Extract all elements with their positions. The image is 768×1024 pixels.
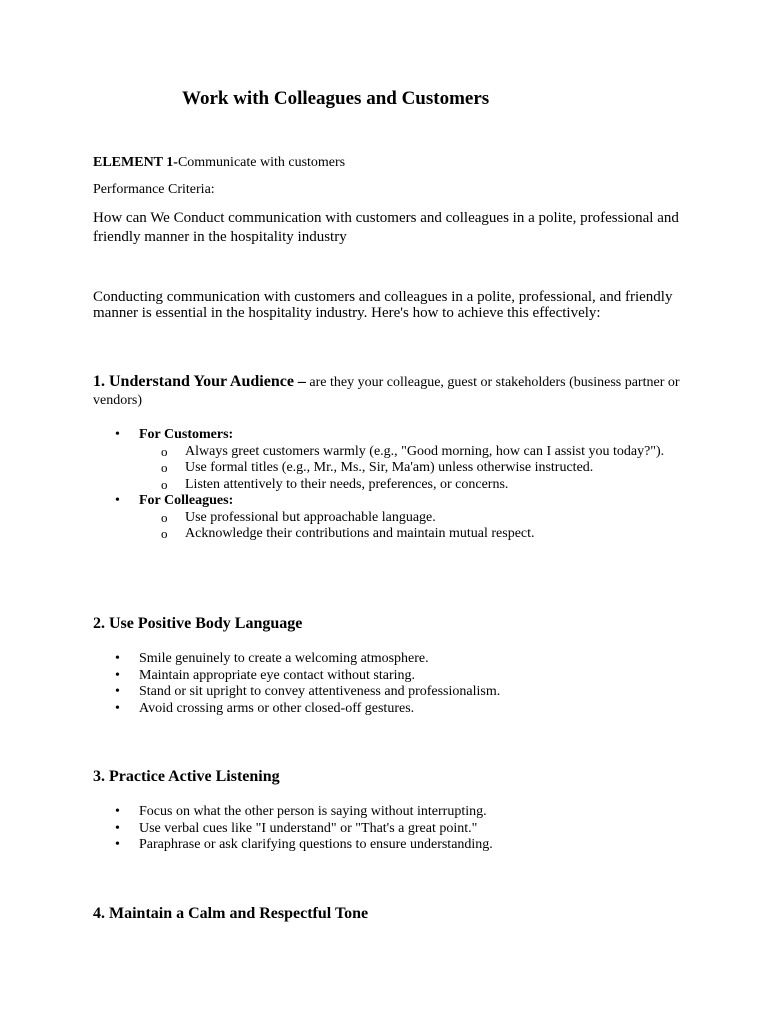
section-1-heading <box>93 373 683 410</box>
section-3-heading: 3. Practice Active Listening <box>93 768 280 785</box>
list-item: • Use verbal cues like "I understand" or "That's a great point." <box>93 821 683 838</box>
section-1-heading-rest: are they your colleague, guest or stakeholders (business partner or vendors) <box>93 375 680 408</box>
section-2-heading: 2. Use Positive Body Language <box>93 615 303 632</box>
list-item: o Use formal titles (e.g., Mr., Ms., Sir, Ma'am) unless otherwise instructed. <box>139 460 665 477</box>
customers-label: For Customers: <box>139 427 234 442</box>
element-text: Communicate with customers <box>177 155 346 170</box>
customers-sublist <box>139 444 683 494</box>
list-item: o Acknowledge their contributions and maintain mutual respect. <box>139 526 665 543</box>
element-label: ELEMENT 1- <box>93 155 178 170</box>
colleagues-label: For Colleagues: <box>139 493 234 508</box>
list-item: • Paraphrase or ask clarifying questions to ensure understanding. <box>93 837 683 854</box>
intro-paragraph: Conducting communication with customers and colleagues in a polite, professional, and friendly manner is essential in the hospitality industry. Here's how to achieve this effectively: <box>93 289 673 321</box>
list-item: • Avoid crossing arms or other closed-off gestures. <box>93 701 683 718</box>
list-item: • Maintain appropriate eye contact without staring. <box>93 668 683 685</box>
list-item: o Use professional but approachable language. <box>139 510 665 527</box>
list-item <box>93 427 683 493</box>
performance-criteria-label: Performance Criteria: <box>93 182 215 197</box>
question-paragraph: How can We Conduct communication with customers and colleagues in a polite, professional and friendly manner in the hospitality industry <box>93 210 679 245</box>
section-4-heading: 4. Maintain a Calm and Respectful Tone <box>93 905 369 922</box>
section-2-list <box>93 651 683 717</box>
list-item <box>93 493 683 543</box>
list-item: o Always greet customers warmly (e.g., "Good morning, how can I assist you today?"). <box>139 444 665 461</box>
element-line <box>93 155 345 171</box>
list-item: • Focus on what the other person is saying without interrupting. <box>93 804 683 821</box>
section-1-heading-bold: 1. Understand Your Audience – <box>93 373 306 390</box>
section-1-list <box>93 427 683 543</box>
colleagues-sublist <box>139 510 683 543</box>
document-title: Work with Colleagues and Customers <box>182 88 490 109</box>
list-item: o Listen attentively to their needs, preferences, or concerns. <box>139 477 665 494</box>
list-item: • Smile genuinely to create a welcoming atmosphere. <box>93 651 683 668</box>
list-item: • Stand or sit upright to convey attentiveness and professionalism. <box>93 684 683 701</box>
section-3-list <box>93 804 683 854</box>
